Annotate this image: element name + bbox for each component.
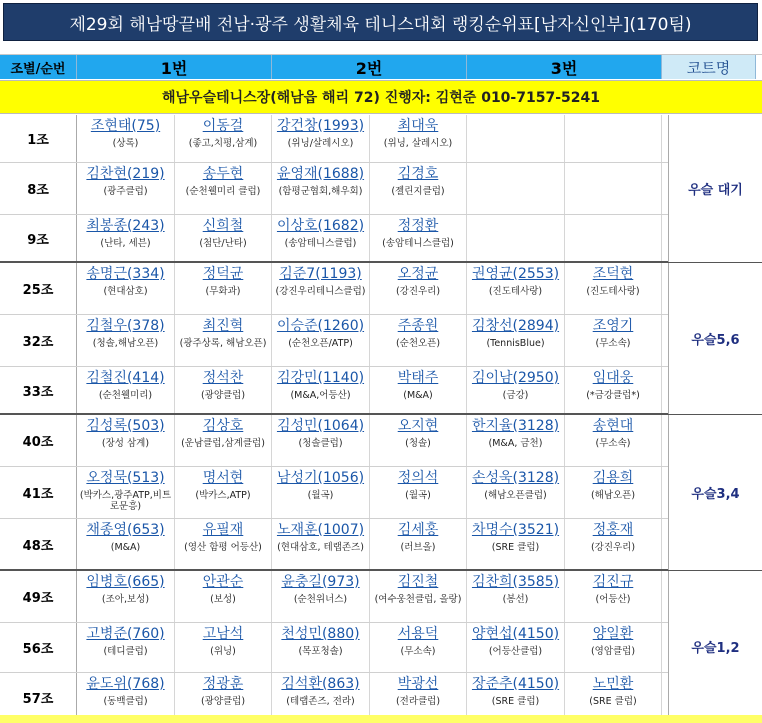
- player-cell: [272, 467, 370, 518]
- player-cell: [370, 623, 467, 672]
- player-cell: [272, 571, 370, 622]
- player-name-link[interactable]: 남성기(1056): [276, 470, 365, 486]
- player-cell: [467, 315, 565, 366]
- player-club: (무화과): [205, 286, 241, 297]
- player-club: (*금강클럽*): [586, 390, 640, 401]
- player-club: (박카스,ATP): [195, 490, 251, 501]
- player-name-link[interactable]: 정의석: [397, 470, 439, 486]
- player-cell: [370, 415, 467, 466]
- group-label: 49조: [0, 571, 77, 622]
- player-club: (봉선): [502, 594, 529, 605]
- player-cell: [272, 215, 370, 261]
- player-name-link[interactable]: 김진철: [397, 574, 439, 590]
- player-cell: [272, 263, 370, 314]
- player-club: (M&A): [403, 390, 433, 401]
- player-cell: [565, 415, 662, 466]
- player-cell: [77, 415, 175, 466]
- player-name-link[interactable]: 고병준(760): [86, 626, 165, 642]
- player-club: (여수웅천클럽, 올랑): [374, 594, 462, 605]
- player-cell: [77, 163, 175, 214]
- player-club: (TennisBlue): [486, 338, 545, 349]
- player-cell: [565, 571, 662, 622]
- header-col-3: 3번: [467, 55, 662, 79]
- player-name-link[interactable]: 윤영재(1688): [276, 166, 365, 182]
- player-name-link[interactable]: 한지율(3128): [471, 418, 560, 434]
- player-cell: [467, 163, 565, 214]
- player-name-link[interactable]: 유필재: [202, 522, 244, 538]
- player-name-link[interactable]: 차명수(3521): [471, 522, 560, 538]
- player-name-link[interactable]: 임대웅: [592, 370, 634, 386]
- player-cell: [77, 673, 175, 721]
- player-cell: [370, 115, 467, 162]
- group-label: 48조: [0, 519, 77, 569]
- player-cell: [175, 263, 272, 314]
- header-group-order: 조별/순번: [0, 55, 77, 79]
- player-club: (어등산): [595, 594, 631, 605]
- player-club: (목포청솔): [298, 646, 343, 657]
- player-club: (청솔): [405, 438, 431, 449]
- player-club: (순천오픈/ATP): [288, 338, 353, 349]
- player-club: (M&A): [110, 542, 141, 553]
- player-cell: [175, 115, 272, 162]
- player-name-link[interactable]: 최대욱: [397, 118, 439, 134]
- player-name-link[interactable]: 정덕균: [202, 266, 244, 282]
- player-cell: [565, 263, 662, 314]
- player-cell: [272, 519, 370, 569]
- player-cell: [272, 315, 370, 366]
- player-cell: [467, 215, 565, 261]
- player-name-link[interactable]: 주종원: [397, 318, 439, 334]
- player-name-link[interactable]: 김성민(1064): [276, 418, 365, 434]
- player-cell: [77, 367, 175, 413]
- player-club: (영산 함평 어등산): [184, 542, 262, 553]
- group-row: [0, 115, 762, 163]
- player-name-link[interactable]: 김준7(1193): [279, 266, 362, 282]
- player-club: (금강): [502, 390, 529, 401]
- player-name-link[interactable]: 김철우(378): [86, 318, 165, 334]
- player-name-link[interactable]: 권영균(2553): [471, 266, 560, 282]
- player-cell: [77, 519, 175, 569]
- player-club: (영암클럽): [590, 646, 636, 657]
- player-name-link[interactable]: 김강민(1140): [276, 370, 365, 386]
- group-label: 41조: [0, 467, 77, 518]
- court-label-waiting: 우슬 대기: [668, 115, 762, 262]
- player-name-link[interactable]: 김상호: [202, 418, 244, 434]
- player-name-link[interactable]: 김진규: [592, 574, 634, 590]
- player-name-link[interactable]: 양일환: [592, 626, 634, 642]
- player-cell: [565, 467, 662, 518]
- group-label: 33조: [0, 367, 77, 413]
- player-cell: [77, 315, 175, 366]
- player-club: (무소속): [595, 438, 631, 449]
- player-club: (현대삼호, 테랩존즈): [277, 542, 364, 553]
- player-name-link[interactable]: 이승준(1260): [276, 318, 365, 334]
- player-club: (첨단/난타): [199, 238, 247, 249]
- player-name-link[interactable]: 오정묵(513): [86, 470, 165, 486]
- player-cell: [370, 519, 467, 569]
- player-club: (동백클럽): [103, 696, 148, 707]
- group-grid: [0, 115, 762, 723]
- player-club: (테랩존즈, 전라): [286, 696, 355, 707]
- player-club: (보성): [210, 594, 236, 605]
- player-cell: [467, 519, 565, 569]
- group-row: [0, 215, 762, 263]
- player-club: (위닝/살레시오): [287, 138, 354, 149]
- player-club: (난타, 세븐): [100, 238, 151, 249]
- player-cell: [272, 367, 370, 413]
- player-club: (운남클럽,삼계클럽): [181, 438, 265, 449]
- player-name-link[interactable]: 윤충길(973): [281, 574, 360, 590]
- player-name-link[interactable]: 최진혁: [202, 318, 244, 334]
- player-name-link[interactable]: 조현태(75): [90, 118, 161, 134]
- player-club: (강진우리테니스클럽): [275, 286, 366, 297]
- player-cell: [77, 571, 175, 622]
- player-name-link[interactable]: 정정환: [397, 218, 439, 234]
- player-cell: [175, 623, 272, 672]
- player-cell: [77, 467, 175, 518]
- player-cell: [565, 673, 662, 721]
- player-club: (진도테사랑): [488, 286, 543, 297]
- header-col-1: 1번: [77, 55, 272, 79]
- player-cell: [370, 215, 467, 261]
- sheet-title: 제29회 해남땅끝배 전남·광주 생활체육 테니스대회 랭킹순위표[남자신인부](170팀): [3, 3, 758, 41]
- player-cell: [370, 571, 467, 622]
- group-label: 8조: [0, 163, 77, 214]
- player-club: (광양클럽): [200, 696, 246, 707]
- player-cell: [467, 623, 565, 672]
- player-club: (장성 삼계): [101, 438, 150, 449]
- player-cell: [370, 163, 467, 214]
- player-club: (위닝): [210, 646, 236, 657]
- player-name-link[interactable]: 김세홍: [397, 522, 439, 538]
- player-name-link[interactable]: 임병호(665): [86, 574, 165, 590]
- player-cell: [565, 315, 662, 366]
- player-cell: [272, 163, 370, 214]
- player-name-link[interactable]: 최봉종(243): [86, 218, 165, 234]
- player-club: (조아,보성): [101, 594, 150, 605]
- player-name-link[interactable]: 강건창(1993): [276, 118, 365, 134]
- player-cell: [77, 215, 175, 261]
- player-club: (무소속): [400, 646, 436, 657]
- group-row: [0, 467, 762, 519]
- player-cell: [467, 263, 565, 314]
- player-name-link[interactable]: 조덕현: [592, 266, 634, 282]
- player-name-link[interactable]: 정석찬: [202, 370, 244, 386]
- player-club: (강진우리): [395, 286, 441, 297]
- player-name-link[interactable]: 김찬희(3585): [471, 574, 560, 590]
- player-club: (SRE 클럽): [589, 696, 637, 707]
- player-cell: [467, 467, 565, 518]
- player-club: (송암테니스클럽): [382, 238, 454, 249]
- player-name-link[interactable]: 이동걸: [202, 118, 244, 134]
- player-cell: [370, 467, 467, 518]
- player-cell: [272, 415, 370, 466]
- group-row: [0, 367, 762, 415]
- player-club: (어등산클럽): [488, 646, 543, 657]
- player-cell: [467, 115, 565, 162]
- player-name-link[interactable]: 윤도위(768): [86, 676, 165, 692]
- player-name-link[interactable]: 양현섭(4150): [471, 626, 560, 642]
- court-label-3-4: 우슬3,4: [668, 415, 762, 570]
- player-club: (M&A,어등산): [290, 390, 351, 401]
- spacer-row: [0, 41, 762, 55]
- group-label: 9조: [0, 215, 77, 261]
- player-cell: [370, 263, 467, 314]
- player-name-link[interactable]: 박광선: [397, 676, 439, 692]
- player-cell: [175, 571, 272, 622]
- group-label: 32조: [0, 315, 77, 366]
- group-label: 40조: [0, 415, 77, 466]
- group-row: [0, 519, 762, 571]
- player-cell: [565, 519, 662, 569]
- player-club: (러브올): [400, 542, 436, 553]
- player-club: (청솔,해남오픈): [92, 338, 159, 349]
- player-cell: [175, 215, 272, 261]
- group-row: [0, 315, 762, 367]
- player-cell: [272, 673, 370, 721]
- player-name-link[interactable]: 조영기: [592, 318, 634, 334]
- player-name-link[interactable]: 김이남(2950): [471, 370, 560, 386]
- player-name-link[interactable]: 채종영(653): [86, 522, 165, 538]
- player-cell: [77, 263, 175, 314]
- player-cell: [175, 315, 272, 366]
- player-club: (진도테사랑): [586, 286, 640, 297]
- player-club: (SRE 클럽): [491, 696, 540, 707]
- court-label-1-2: 우슬1,2: [668, 571, 762, 722]
- header-court: 코트명: [662, 55, 756, 79]
- group-row: [0, 163, 762, 215]
- player-cell: [175, 519, 272, 569]
- player-club: (월곡): [405, 490, 431, 501]
- player-cell: [467, 571, 565, 622]
- player-club: (전라클럽): [395, 696, 441, 707]
- player-name-link[interactable]: 김찬현(219): [86, 166, 165, 182]
- player-name-link[interactable]: 명서현: [202, 470, 244, 486]
- player-name-link[interactable]: 송현대: [592, 418, 634, 434]
- player-club: (강진우리): [590, 542, 636, 553]
- player-club: (해남오픈클럽): [484, 490, 547, 501]
- group-label: 1조: [0, 115, 77, 162]
- player-name-link[interactable]: 김철진(414): [86, 370, 165, 386]
- player-club: (M&A, 금천): [488, 438, 543, 449]
- player-cell: [370, 315, 467, 366]
- player-club: (광주상록, 해남오픈): [179, 338, 267, 349]
- player-name-link[interactable]: 김창선(2894): [471, 318, 560, 334]
- player-name-link[interactable]: 정홍재: [592, 522, 634, 538]
- player-name-link[interactable]: 서용덕: [397, 626, 439, 642]
- player-name-link[interactable]: 김용희: [592, 470, 634, 486]
- player-club: (함평군협회,해우회): [278, 186, 363, 197]
- player-name-link[interactable]: 노민환: [592, 676, 634, 692]
- group-row: [0, 571, 762, 623]
- player-cell: [77, 115, 175, 162]
- player-name-link[interactable]: 오정균: [397, 266, 439, 282]
- player-name-link[interactable]: 김경호: [397, 166, 439, 182]
- player-club: (순천웰미리): [98, 390, 153, 401]
- player-club: (무소속): [595, 338, 631, 349]
- player-cell: [565, 215, 662, 261]
- player-cell: [467, 415, 565, 466]
- player-club: (해남오픈): [590, 490, 636, 501]
- player-club: (청솔클럽): [298, 438, 343, 449]
- bottom-strip: [0, 715, 762, 723]
- player-club: (순천위너스): [293, 594, 348, 605]
- player-cell: [565, 163, 662, 214]
- group-label: 56조: [0, 623, 77, 672]
- player-name-link[interactable]: 송명근(334): [86, 266, 165, 282]
- player-cell: [175, 163, 272, 214]
- player-cell: [175, 415, 272, 466]
- player-club: (테디클럽): [103, 646, 148, 657]
- player-cell: [77, 623, 175, 672]
- player-club: (젤린지클럽): [391, 186, 445, 197]
- player-club: (광양클럽): [200, 390, 246, 401]
- player-name-link[interactable]: 오지현: [397, 418, 439, 434]
- player-name-link[interactable]: 손성욱(3128): [471, 470, 560, 486]
- player-club: (월곡): [307, 490, 334, 501]
- player-cell: [565, 623, 662, 672]
- player-cell: [175, 367, 272, 413]
- player-cell: [370, 673, 467, 721]
- player-cell: [565, 367, 662, 413]
- player-club: (순천오픈): [395, 338, 441, 349]
- player-name-link[interactable]: 김성록(503): [86, 418, 165, 434]
- player-name-link[interactable]: 이상호(1682): [276, 218, 365, 234]
- group-row: [0, 263, 762, 315]
- player-name-link[interactable]: 송두현: [202, 166, 244, 182]
- player-name-link[interactable]: 김석환(863): [281, 676, 360, 692]
- group-label: 25조: [0, 263, 77, 314]
- player-name-link[interactable]: 노재훈(1007): [276, 522, 365, 538]
- player-name-link[interactable]: 천성민(880): [281, 626, 360, 642]
- column-header-row: [0, 55, 762, 79]
- player-name-link[interactable]: 신희철: [202, 218, 244, 234]
- player-club: (위닝, 살레시오): [383, 138, 453, 149]
- venue-banner: 해남우슬테니스장(해남읍 해리 72) 진행자: 김현준 010-7157-5241: [0, 80, 762, 114]
- player-cell: [272, 623, 370, 672]
- player-cell: [467, 673, 565, 721]
- player-club: (좋고,치평,삼계): [188, 138, 258, 149]
- player-name-link[interactable]: 고남석: [202, 626, 244, 642]
- player-club: (SRE 클럽): [491, 542, 540, 553]
- player-cell: [272, 115, 370, 162]
- header-col-2: 2번: [272, 55, 467, 79]
- player-cell: [467, 367, 565, 413]
- court-label-5-6: 우슬5,6: [668, 263, 762, 414]
- player-club: (상록): [112, 138, 139, 149]
- player-club: (광주클럽): [103, 186, 148, 197]
- group-row: [0, 623, 762, 673]
- group-row: [0, 415, 762, 467]
- player-club: (송암테니스클럽): [284, 238, 357, 249]
- player-cell: [175, 467, 272, 518]
- player-cell: [370, 367, 467, 413]
- group-label: 57조: [0, 673, 77, 721]
- player-name-link[interactable]: 정광훈: [202, 676, 244, 692]
- player-name-link[interactable]: 박태주: [397, 370, 439, 386]
- player-club: (현대삼호): [103, 286, 148, 297]
- player-name-link[interactable]: 장준추(4150): [471, 676, 560, 692]
- player-name-link[interactable]: 안관순: [202, 574, 244, 590]
- player-cell: [565, 115, 662, 162]
- player-club: (박카스,광주ATP,비트로문흥): [79, 490, 172, 512]
- player-club: (순천웰미리 클럽): [185, 186, 261, 197]
- player-cell: [175, 673, 272, 721]
